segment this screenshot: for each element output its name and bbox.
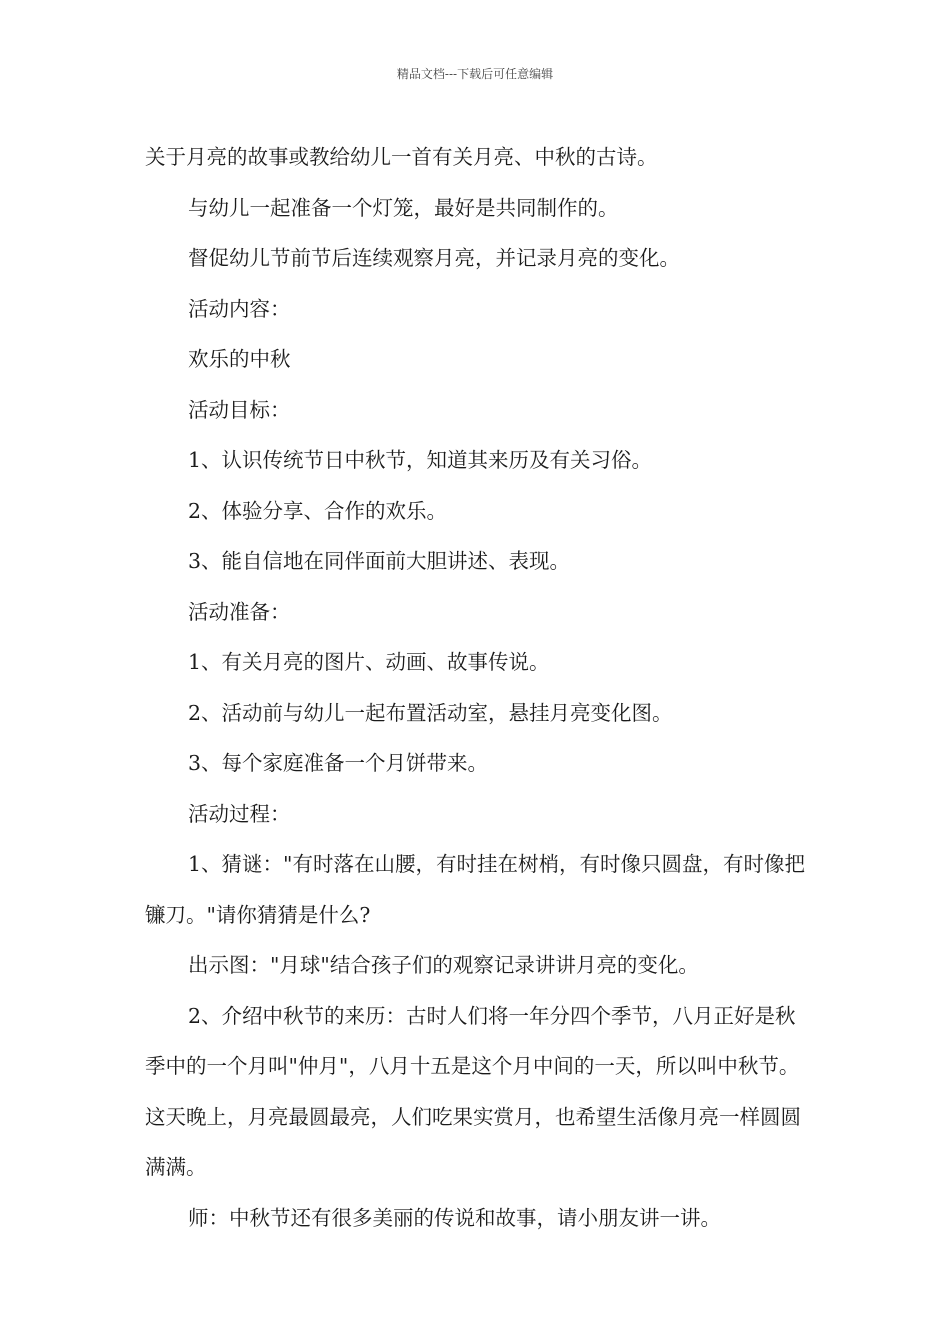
section-heading: 活动过程： xyxy=(188,801,291,826)
list-item: 1、有关月亮的图片、动画、故事传说。 xyxy=(188,650,550,674)
activity-title: 欢乐的中秋 xyxy=(188,347,291,371)
list-item: 2、体验分享、合作的欢乐。 xyxy=(188,498,448,523)
paragraph: 出示图："月球"结合孩子们的观察记录讲讲月亮的变化。 xyxy=(188,953,699,977)
document-body xyxy=(145,132,809,1243)
list-item: 2、介绍中秋节的来历：古时人们将一年分四个季节，八月正好是秋季中的一个月叫"仲月"，八月十五是这个月中间的一天，所以叫中秋节。这天晚上，月亮最圆最亮，人们吃果实赏月，也希望生活像月亮一样圆圆满满。 xyxy=(145,1003,801,1179)
list-item: 1、猜谜："有时落在山腰，有时挂在树梢，有时像只圆盘，有时像把镰刀。"请你猜猜是什么? xyxy=(145,852,805,927)
list-item: 1、认识传统节日中秋节，知道其来历及有关习俗。 xyxy=(188,448,653,472)
paragraph: 关于月亮的故事或教给幼儿一首有关月亮、中秋的古诗。 xyxy=(145,145,658,169)
section-heading: 活动准备： xyxy=(188,599,291,624)
page-header: 精品文档---下载后可任意编辑 xyxy=(396,67,554,81)
list-item: 3、每个家庭准备一个月饼带来。 xyxy=(188,751,489,775)
paragraph: 师：中秋节还有很多美丽的传说和故事，请小朋友讲一讲。 xyxy=(188,1205,721,1230)
list-item: 2、活动前与幼儿一起布置活动室，悬挂月亮变化图。 xyxy=(188,700,673,725)
paragraph: 督促幼儿节前节后连续观察月亮，并记录月亮的变化。 xyxy=(188,246,680,270)
paragraph: 与幼儿一起准备一个灯笼，最好是共同制作的。 xyxy=(188,195,619,220)
section-heading: 活动内容： xyxy=(188,296,291,321)
list-item: 3、能自信地在同伴面前大胆讲述、表现。 xyxy=(188,549,571,573)
section-heading: 活动目标： xyxy=(188,397,291,422)
